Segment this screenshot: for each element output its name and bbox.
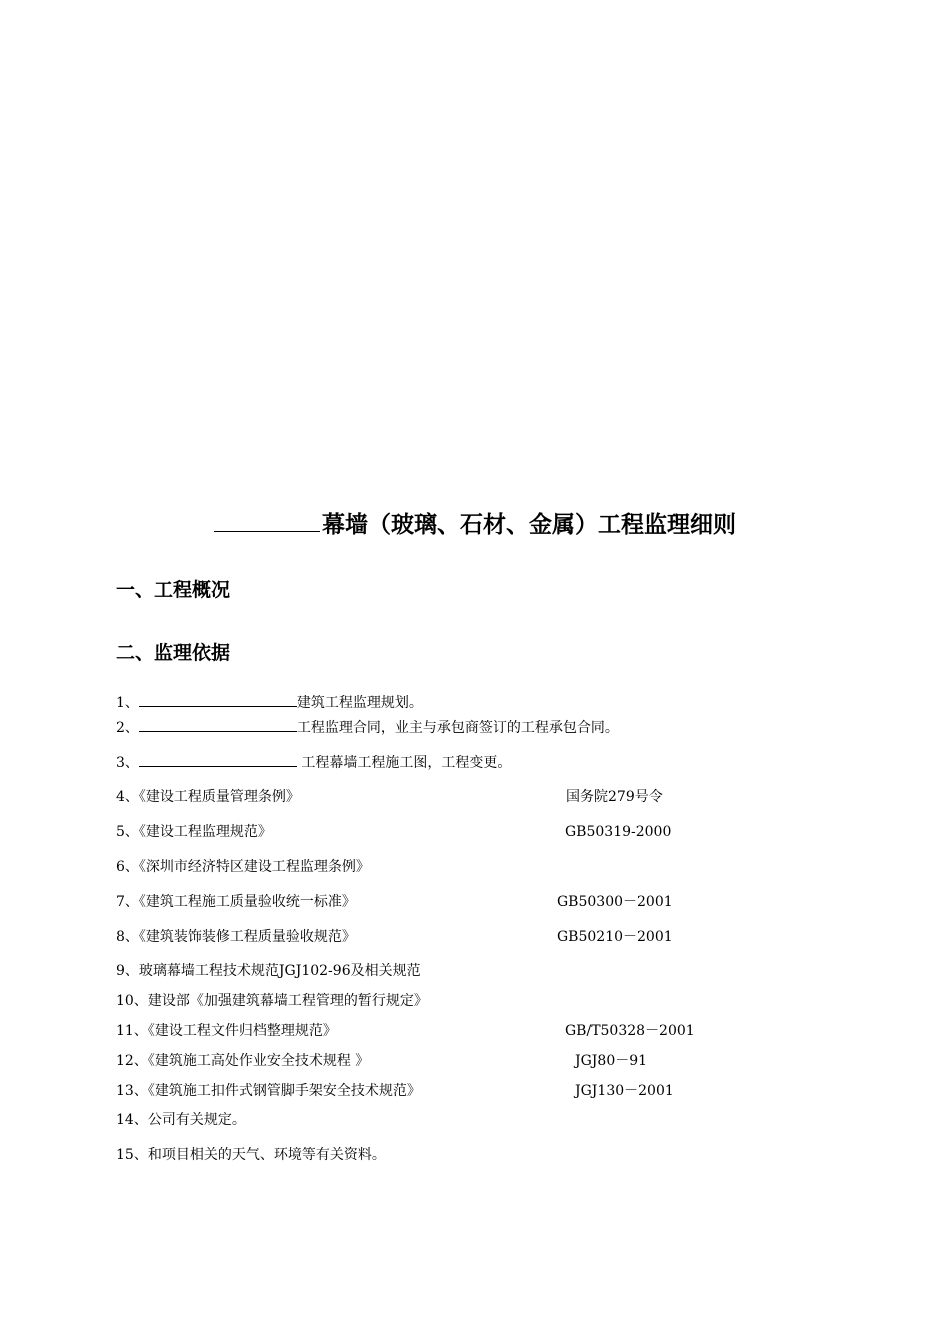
basis-item-1 [116,692,423,713]
fill-in-blank [139,752,297,767]
section-heading-basis: 二、监理依据 [116,642,231,664]
item-code: GB50210－2001 [557,929,673,945]
basis-item-4 [116,787,816,807]
item-text: 玻璃幕墙工程技术规范JGJ102-96及相关规范 [138,963,421,979]
item-text: 《深圳市经济特区建设工程监理条例》 [138,859,370,875]
item-number: 11、 [116,1023,148,1039]
item-text: 《建设工程质量管理条例》 [138,789,300,805]
item-number: 3、 [116,755,139,771]
item-number: 15、 [116,1147,148,1163]
item-code: 国务院279号令 [566,789,663,805]
section-heading-overview: 一、工程概况 [116,579,231,601]
basis-item-12 [116,1051,816,1071]
basis-item-3 [116,752,511,773]
item-code: GB/T50328－2001 [565,1023,695,1039]
basis-item-2 [116,717,619,738]
item-number: 14、 [116,1112,148,1128]
basis-item-14 [116,1110,246,1130]
item-number: 12、 [116,1053,148,1069]
basis-item-8 [116,927,816,947]
item-code: JGJ80－91 [575,1053,648,1069]
item-text: 《建设工程文件归档整理规范》 [147,1023,337,1039]
item-text: 《建设工程监理规范》 [138,824,272,840]
project-name-blank [214,509,320,532]
basis-item-7 [116,892,816,912]
basis-item-6 [116,857,370,877]
item-text: 《建筑施工扣件式钢管脚手架安全技术规范》 [147,1083,421,1099]
item-number: 9、 [116,963,139,979]
basis-item-15 [116,1145,386,1165]
item-text: 《建筑装饰装修工程质量验收规范》 [138,929,356,945]
basis-item-13 [116,1081,816,1101]
item-number: 2、 [116,720,139,736]
item-text: 建设部《加强建筑幕墙工程管理的暂行规定》 [147,993,428,1009]
item-number: 6、 [116,859,139,875]
fill-in-blank [139,692,297,707]
item-number: 1、 [116,695,139,711]
item-text: 工程幕墙工程施工图，工程变更。 [296,755,512,771]
item-code: GB50300－2001 [557,894,673,910]
basis-item-11 [116,1021,816,1041]
item-text: 公司有关规定。 [147,1112,246,1128]
item-number: 7、 [116,894,139,910]
basis-item-5 [116,822,816,842]
item-number: 10、 [116,993,148,1009]
basis-item-9 [116,961,421,981]
item-text: 《建筑施工高处作业安全技术规程 》 [147,1053,370,1069]
item-text: 工程监理合同，业主与承包商签订的工程承包合同。 [296,720,619,736]
item-code: GB50319-2000 [565,824,672,840]
item-number: 5、 [116,824,139,840]
item-number: 8、 [116,929,139,945]
item-number: 4、 [116,789,139,805]
basis-item-10 [116,991,428,1011]
document-title [0,508,950,542]
item-text: 建筑工程监理规划。 [296,695,423,711]
item-code: JGJ130－2001 [575,1083,674,1099]
item-text: 和项目相关的天气、环境等有关资料。 [147,1147,386,1163]
fill-in-blank [139,717,297,732]
item-text: 《建筑工程施工质量验收统一标准》 [138,894,356,910]
document-title-text: 幕墙（玻璃、石材、金属）工程监理细则 [322,512,736,538]
item-number: 13、 [116,1083,148,1099]
